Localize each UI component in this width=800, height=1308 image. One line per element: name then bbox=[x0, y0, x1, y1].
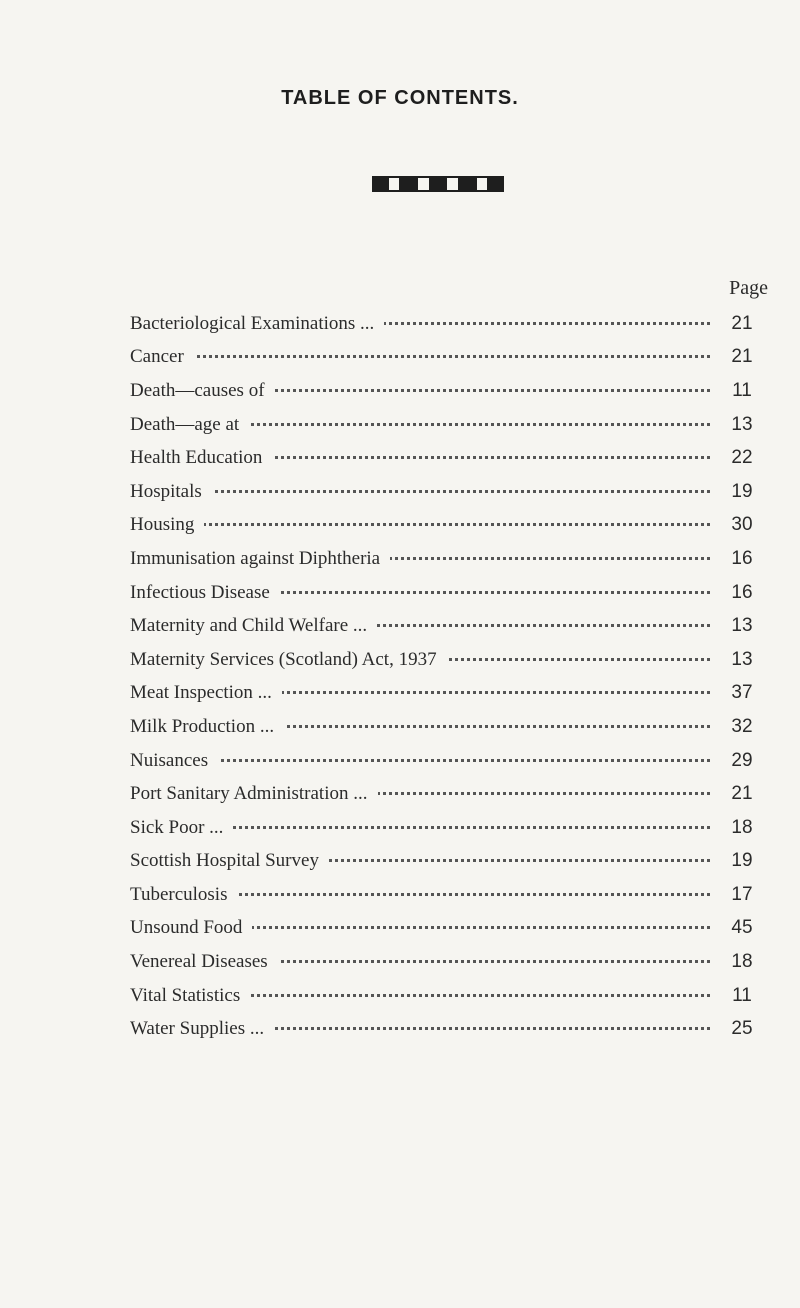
toc-entry-page: 21 bbox=[714, 783, 770, 805]
toc-entry-page: 45 bbox=[714, 917, 770, 939]
ornament-square bbox=[445, 176, 460, 192]
toc-entry-label: Death—age at bbox=[130, 414, 249, 436]
toc-entry-label: Cancer bbox=[130, 346, 194, 368]
toc-row bbox=[130, 408, 770, 442]
page-column-header: Page bbox=[729, 277, 768, 299]
toc-entry-page: 22 bbox=[714, 447, 770, 469]
toc-entry-page: 37 bbox=[714, 682, 770, 704]
toc-row bbox=[130, 710, 770, 744]
toc-entry-page: 13 bbox=[714, 414, 770, 436]
toc-row bbox=[130, 777, 770, 811]
toc-entry-page: 21 bbox=[714, 313, 770, 335]
toc-entry-label: Port Sanitary Administration ... bbox=[130, 783, 378, 805]
toc-entry-label: Bacteriological Examinations ... bbox=[130, 313, 384, 335]
toc-entry-label: Scottish Hospital Survey bbox=[130, 850, 329, 872]
toc-entry-label: Housing bbox=[130, 514, 204, 536]
toc-entry-page: 11 bbox=[714, 985, 770, 1007]
toc-entry-page: 17 bbox=[714, 884, 770, 906]
toc-entry-page: 29 bbox=[714, 750, 770, 772]
toc-entry-label: Sick Poor ... bbox=[130, 817, 233, 839]
toc-entry-label: Vital Statistics bbox=[130, 985, 250, 1007]
toc-entry-label: Meat Inspection ... bbox=[130, 682, 282, 704]
toc-row bbox=[130, 542, 770, 576]
toc-row bbox=[130, 509, 770, 543]
toc-row bbox=[130, 441, 770, 475]
toc-entry-page: 18 bbox=[714, 817, 770, 839]
toc-entry-page: 21 bbox=[714, 346, 770, 368]
toc-entry-label: Hospitals bbox=[130, 481, 212, 503]
toc-entry-page: 18 bbox=[714, 951, 770, 973]
toc-row bbox=[130, 945, 770, 979]
toc-entry-page: 19 bbox=[714, 850, 770, 872]
toc-row bbox=[130, 609, 770, 643]
toc-row bbox=[130, 744, 770, 778]
toc-entry-page: 30 bbox=[714, 514, 770, 536]
toc-entry-page: 16 bbox=[714, 582, 770, 604]
toc-entry-label: Nuisances bbox=[130, 750, 218, 772]
dot-leader bbox=[130, 355, 710, 358]
toc-row bbox=[130, 475, 770, 509]
toc-entry-label: Unsound Food bbox=[130, 917, 252, 939]
toc-row bbox=[130, 677, 770, 711]
toc-entry-page: 16 bbox=[714, 548, 770, 570]
toc-entry-label: Water Supplies ... bbox=[130, 1018, 274, 1040]
toc-row bbox=[130, 1012, 770, 1046]
ornament-square bbox=[489, 176, 504, 192]
ornament-square bbox=[387, 176, 402, 192]
toc-entry-label: Health Education bbox=[130, 447, 272, 469]
toc-entry-page: 13 bbox=[714, 649, 770, 671]
toc-entry-label: Death—causes of bbox=[130, 380, 275, 402]
toc-row bbox=[130, 811, 770, 845]
ornament-square bbox=[431, 176, 446, 192]
toc-entry-label: Maternity Services (Scotland) Act, 1937 bbox=[130, 649, 447, 671]
toc-entry-label: Maternity and Child Welfare ... bbox=[130, 615, 377, 637]
toc-entry-page: 13 bbox=[714, 615, 770, 637]
dot-leader bbox=[130, 490, 710, 493]
ornament-square bbox=[416, 176, 431, 192]
ornament-square bbox=[372, 176, 387, 192]
toc-row bbox=[130, 878, 770, 912]
decorative-ornament bbox=[372, 176, 504, 192]
toc-entry-page: 25 bbox=[714, 1018, 770, 1040]
toc-entry-label: Infectious Disease bbox=[130, 582, 280, 604]
toc-row bbox=[130, 307, 770, 341]
toc-row bbox=[130, 979, 770, 1013]
page-title: TABLE OF CONTENTS. bbox=[281, 87, 519, 109]
dot-leader bbox=[130, 523, 710, 526]
toc-entry-page: 32 bbox=[714, 716, 770, 738]
toc-entry-label: Immunisation against Diphtheria bbox=[130, 548, 390, 570]
toc-row bbox=[130, 341, 770, 375]
ornament-square bbox=[460, 176, 475, 192]
toc-row bbox=[130, 576, 770, 610]
toc-row bbox=[130, 643, 770, 677]
toc-entry-label: Tuberculosis bbox=[130, 884, 237, 906]
toc-entry-page: 19 bbox=[714, 481, 770, 503]
toc-entry-label: Milk Production ... bbox=[130, 716, 284, 738]
table-of-contents bbox=[130, 307, 770, 1046]
toc-row bbox=[130, 374, 770, 408]
toc-entry-label: Venereal Diseases bbox=[130, 951, 278, 973]
toc-entry-page: 11 bbox=[714, 380, 770, 402]
ornament-square bbox=[475, 176, 490, 192]
toc-row bbox=[130, 845, 770, 879]
toc-row bbox=[130, 912, 770, 946]
ornament-square bbox=[401, 176, 416, 192]
